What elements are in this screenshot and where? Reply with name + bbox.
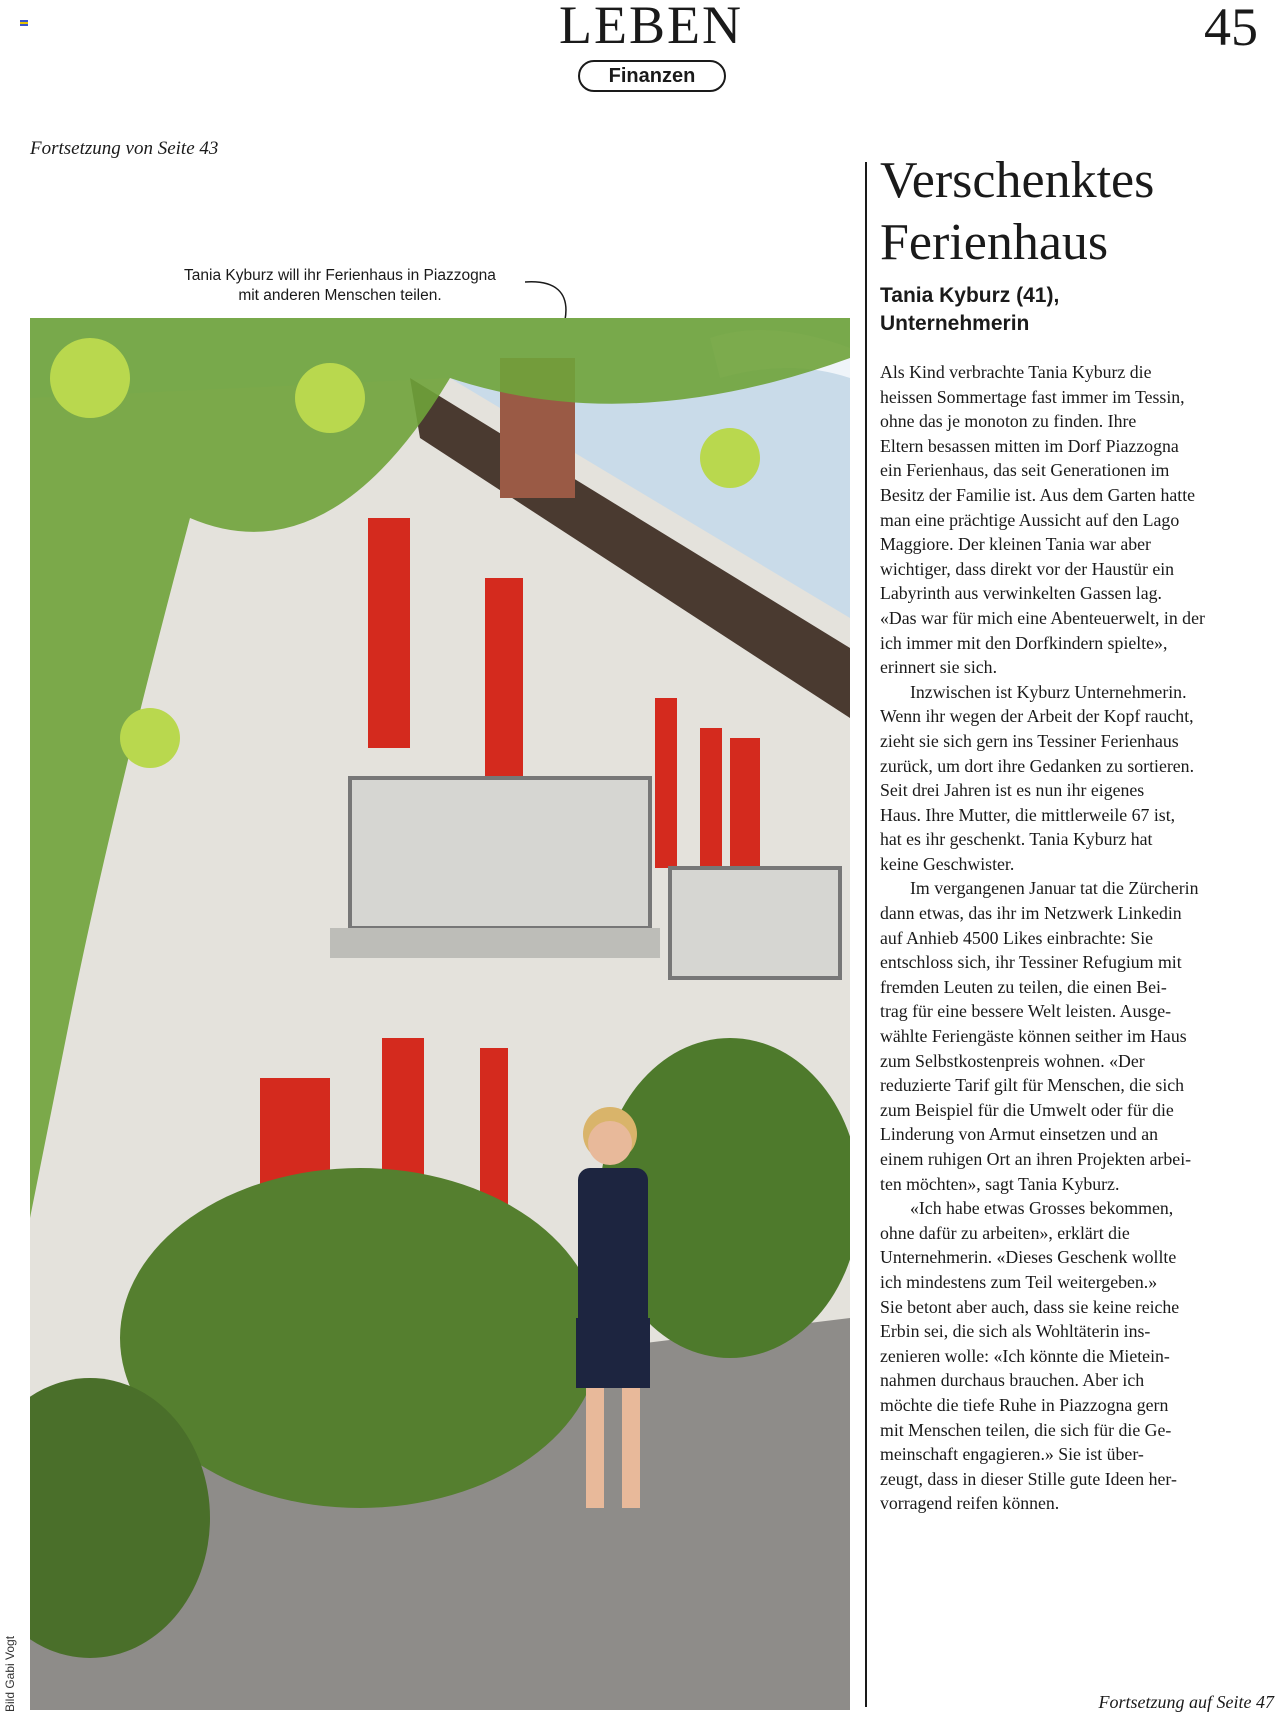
paragraph-line: fremden Leuten zu teilen, die einen Bei- [880,976,1167,997]
article-photo [30,318,850,1710]
headline-line: Ferienhaus [880,214,1109,271]
house-photo-illustration [30,318,850,1710]
article-paragraph [880,1196,1280,1516]
paragraph-line: reduzierte Tarif gilt für Menschen, die sich [880,1075,1185,1096]
article-body [880,360,1280,1516]
subsection-badge: Finanzen [578,60,726,92]
article-headline [880,150,1270,274]
photo-caption [150,266,530,306]
paragraph-line: wichtiger, dass direkt vor der Haustür ein [880,558,1175,579]
photo-person-face [588,1121,632,1165]
paragraph-line: zieht sie sich gern ins Tessiner Ferienhaus [880,730,1179,751]
paragraph-line: hat es ihr geschenkt. Tania Kyburz hat [880,829,1153,850]
paragraph-line: Linderung von Armut einsetzen und an [880,1124,1159,1145]
article-paragraph [880,360,1280,680]
paragraph-line: Seit drei Jahren ist es nun ihr eigenes [880,780,1145,801]
photo-balcony-slab [330,928,660,958]
photo-person-leg [622,1388,640,1508]
paragraph-line: zeugt, dass in dieser Stille gute Ideen her- [880,1468,1177,1489]
paragraph-line: Erbin sei, die sich als Wohltäterin ins- [880,1321,1151,1342]
continued-from-note: Fortsetzung von Seite 43 [30,138,219,159]
paragraph-line: Im vergangenen Januar tat die Zürcherin [910,878,1199,899]
photo-person-shorts [576,1318,650,1388]
photo-leaf [50,338,130,418]
paragraph-line: möchte die tiefe Ruhe in Piazzogna gern [880,1394,1169,1415]
paragraph-line: «Ich habe etwas Grosses bekommen, [910,1198,1174,1219]
caption-line: mit anderen Menschen teilen. [238,287,442,304]
paragraph-line: ohne dafür zu arbeiten», erklärt die [880,1222,1130,1243]
paragraph-line: zum Beispiel für die Umwelt oder für die [880,1099,1174,1120]
paragraph-line: erinnert sie sich. [880,657,998,678]
caption-line: Tania Kyburz will ihr Ferienhaus in Piazzogna [184,267,496,284]
paragraph-line: Maggiore. Der kleinen Tania war aber [880,534,1151,555]
photo-leaf [295,363,365,433]
photo-shutter [480,1048,508,1218]
paragraph-line: dann etwas, das ihr im Netzwerk Linkedin [880,903,1182,924]
section-title: LEBEN [559,0,743,55]
photo-person-leg [586,1388,604,1508]
paragraph-line: trag für eine bessere Welt leisten. Ausge- [880,1001,1172,1022]
caption-leader-line [525,272,595,322]
paragraph-line: Unternehmerin. «Dieses Geschenk wollte [880,1247,1177,1268]
page-number: 45 [1204,0,1258,57]
article-byline [880,282,1270,338]
photo-shutter [485,578,523,788]
paragraph-line: Labyrinth aus verwinkelten Gassen lag. [880,583,1162,604]
paragraph-line: ten möchten», sagt Tania Kyburz. [880,1173,1120,1194]
byline-line: Unternehmerin [880,312,1030,335]
headline-line: Verschenktes [880,152,1155,209]
paragraph-line: heissen Sommertage fast immer im Tessin, [880,386,1185,407]
paragraph-line: Eltern besassen mitten im Dorf Piazzogna [880,435,1179,456]
column-divider [865,162,867,1707]
paragraph-line: zurück, um dort ihre Gedanken zu sortieren. [880,755,1195,776]
photo-credit: Bild Gabi Vogt [3,1635,17,1712]
paragraph-line: zenieren wolle: «Ich könnte die Mietein- [880,1345,1170,1366]
paragraph-line: «Das war für mich eine Abenteuerwelt, in der [880,607,1205,628]
paragraph-line: ich mindestens zum Teil weitergeben.» [880,1271,1158,1292]
photo-shutter [730,738,760,888]
paragraph-line: Wenn ihr wegen der Arbeit der Kopf raucht, [880,706,1194,727]
paragraph-line: Haus. Ihre Mutter, die mittlerweile 67 ist, [880,804,1176,825]
paragraph-line: einem ruhigen Ort an ihren Projekten arbei- [880,1149,1192,1169]
paragraph-line: Besitz der Familie ist. Aus dem Garten hatte [880,484,1196,505]
paragraph-line: entschloss sich, ihr Tessiner Refugium mit [880,952,1182,973]
paragraph-line: vorragend reifen können. [880,1493,1060,1514]
photo-balcony [670,868,840,978]
paragraph-line: wählte Feriengäste können seither im Haus [880,1026,1187,1047]
paragraph-line: ein Ferienhaus, das seit Generationen im [880,460,1170,481]
paragraph-line: nahmen durchaus brauchen. Aber ich [880,1370,1145,1391]
paragraph-line: ich immer mit den Dorfkindern spielte», [880,632,1168,653]
paragraph-line: auf Anhieb 4500 Likes einbrachte: Sie [880,927,1154,948]
paragraph-line: Sie betont aber auch, dass sie keine reiche [880,1296,1180,1317]
paragraph-line: keine Geschwister. [880,853,1015,874]
article-paragraph [880,680,1280,877]
paragraph-line: ohne das je monoton zu finden. Ihre [880,411,1137,432]
paragraph-line: meinschaft engagieren.» Sie ist über- [880,1444,1144,1465]
photo-leaf [120,708,180,768]
continued-to-note: Fortsetzung auf Seite 47 [1098,1692,1274,1712]
paragraph-line: Als Kind verbrachte Tania Kyburz die [880,362,1152,382]
paragraph-line: Inzwischen ist Kyburz Unternehmerin. [910,681,1187,702]
photo-balcony [350,778,650,928]
paragraph-line: zum Selbstkostenpreis wohnen. «Der [880,1050,1145,1071]
byline-line: Tania Kyburz (41), [880,284,1060,307]
photo-person-shirt [578,1168,648,1338]
article-paragraph [880,876,1280,1196]
photo-shutter [368,518,410,748]
paragraph-line: mit Menschen teilen, die sich für die Ge- [880,1419,1172,1440]
photo-leaf [700,428,760,488]
paragraph-line: man eine prächtige Aussicht auf den Lago [880,509,1180,530]
photo-shutter [655,698,677,868]
